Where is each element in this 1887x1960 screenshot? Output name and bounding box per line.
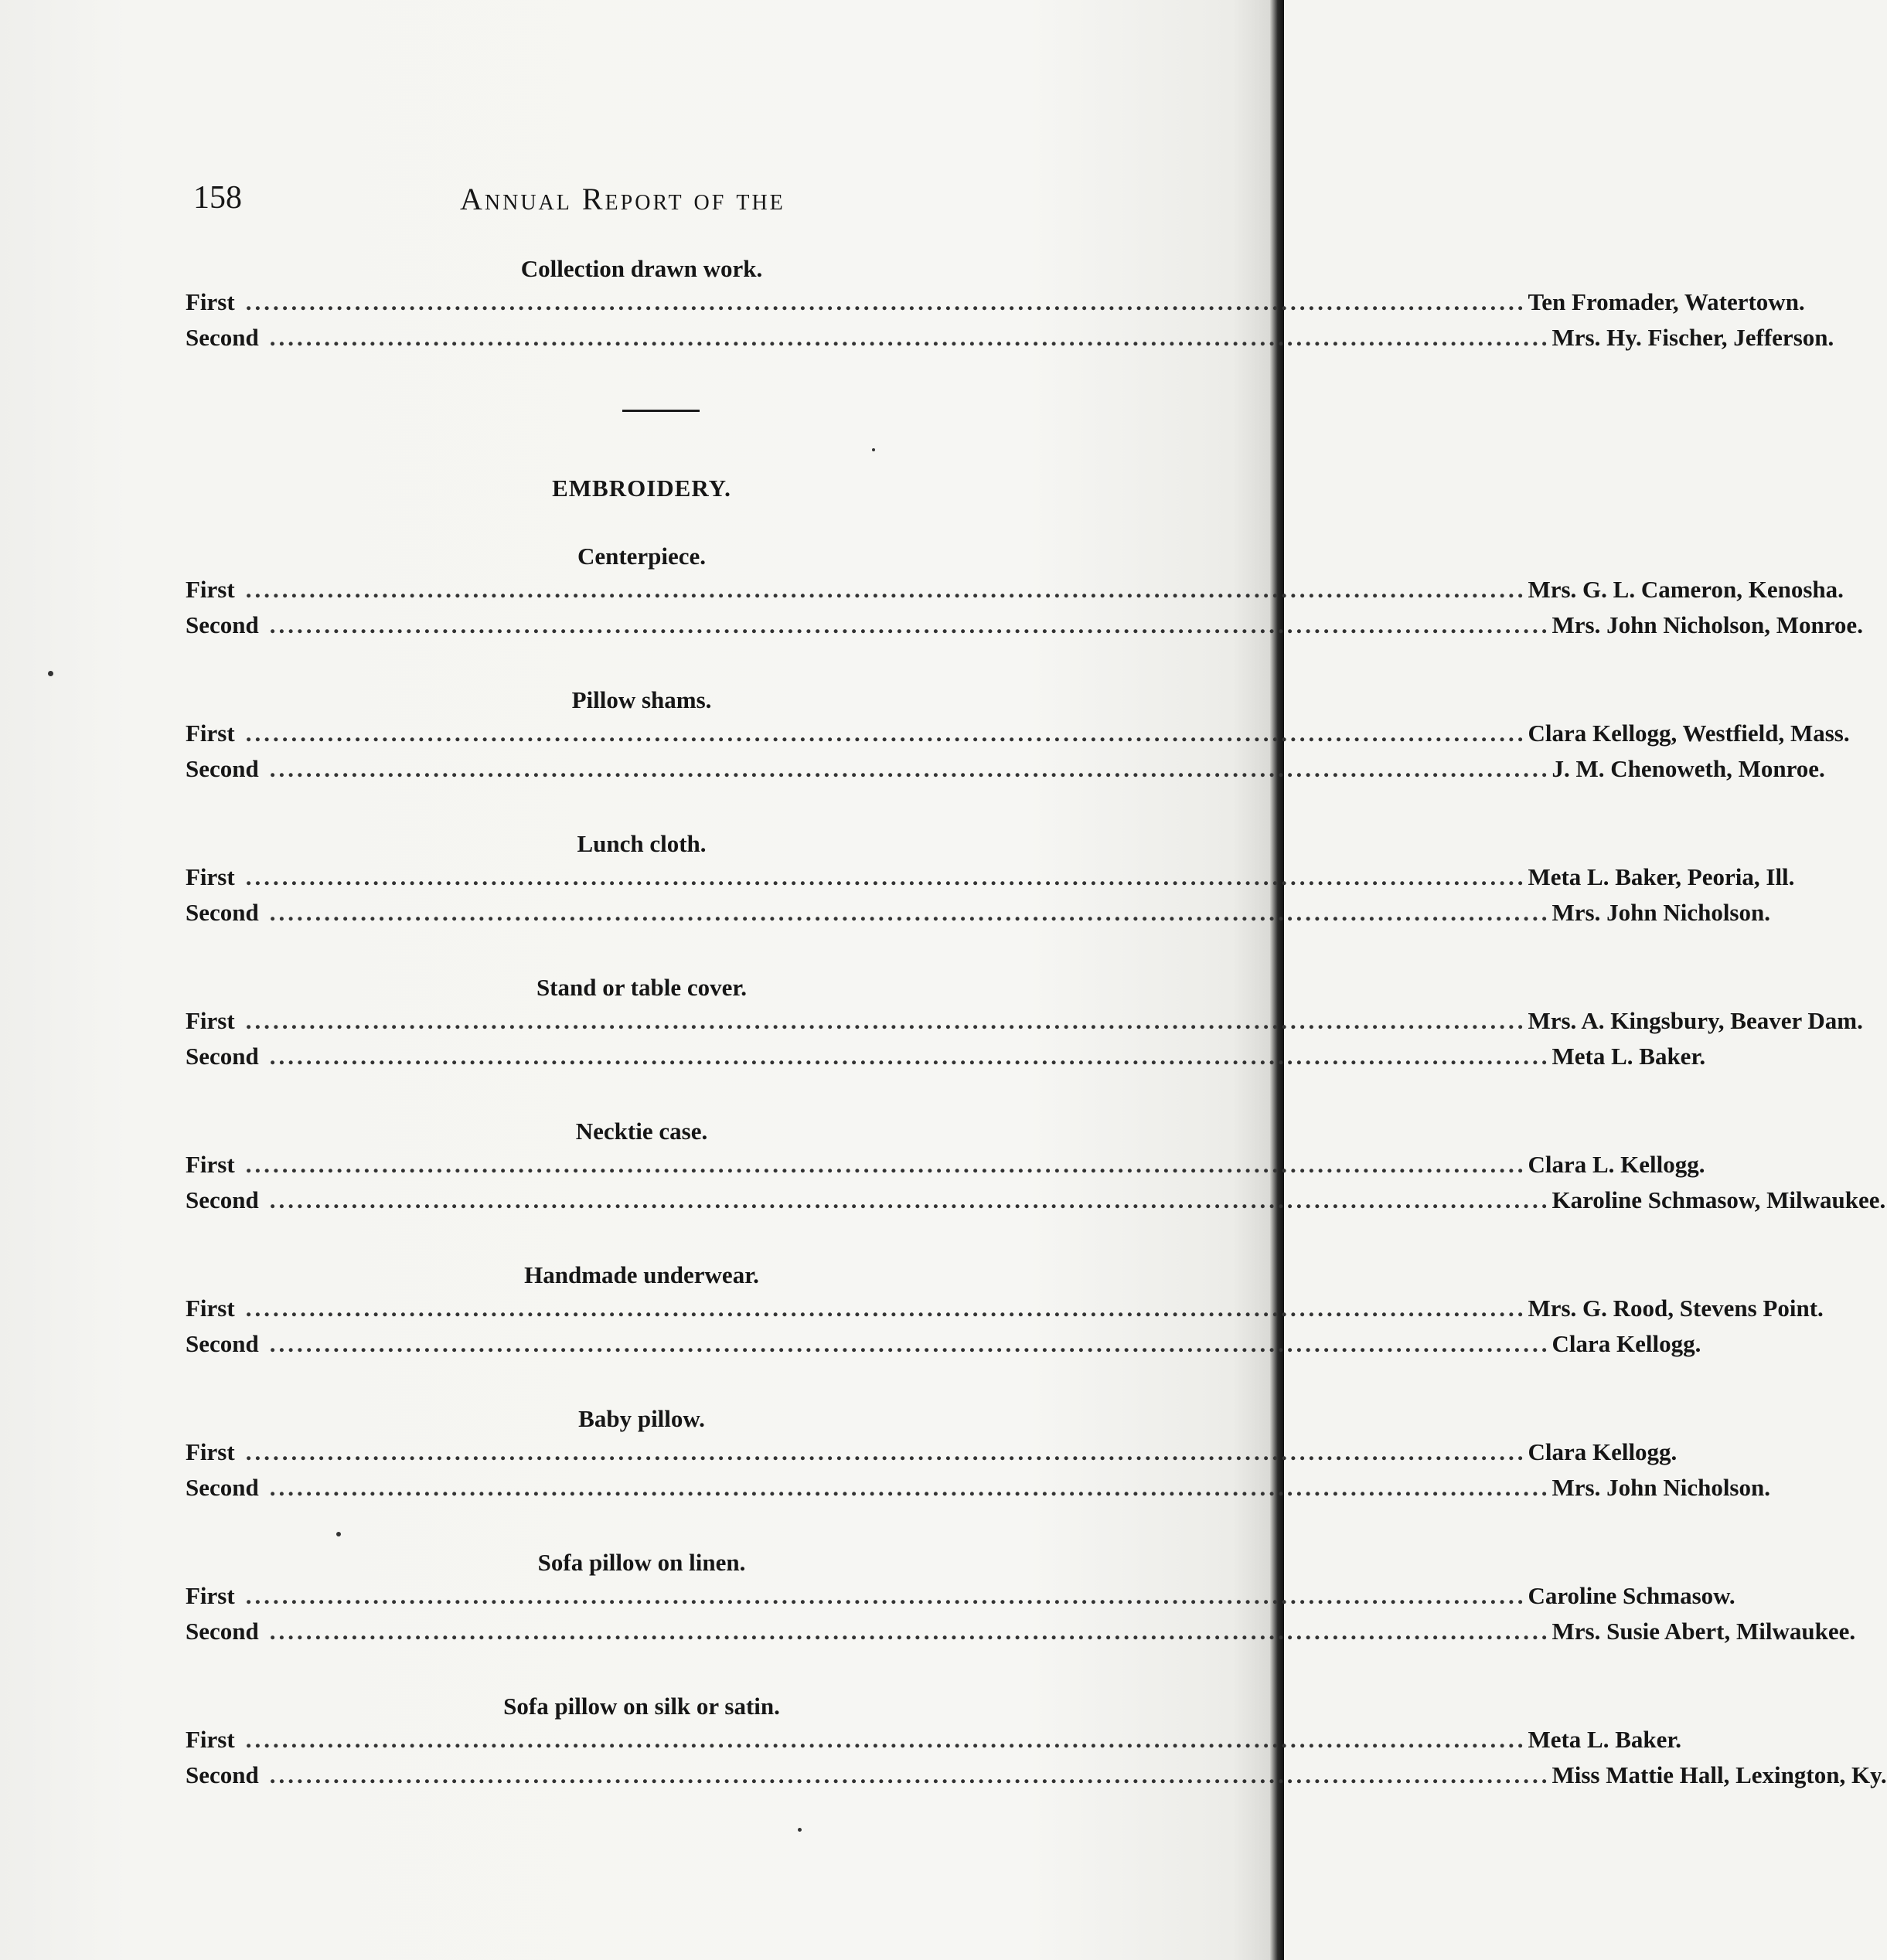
dot-leader: ............................................................................................................................................. — [269, 899, 1551, 926]
award-entry — [186, 1758, 1887, 1793]
place-label: First — [186, 1438, 235, 1465]
dot-leader: ............................................................................................................................................. — [269, 1043, 1551, 1070]
dot-leader: ............................................................................................................................................. — [245, 720, 1527, 747]
place-label: First — [186, 1151, 235, 1178]
award-heading: Baby pillow. — [578, 1405, 705, 1432]
winner-name: Clara Kellogg. — [1551, 1330, 1701, 1357]
place-label: First — [186, 1007, 235, 1034]
place-label: Second — [186, 1043, 259, 1070]
winner-name: J. M. Chenoweth, Monroe. — [1551, 755, 1825, 782]
award-entry — [186, 1147, 1705, 1182]
dot-leader: ............................................................................................................................................. — [269, 1330, 1551, 1357]
award-entry — [186, 751, 1825, 787]
award-group — [186, 1116, 1886, 1218]
running-head — [193, 179, 1098, 226]
award-entry — [186, 1434, 1678, 1470]
place-label: First — [186, 1726, 235, 1753]
award-heading: Collection drawn work. — [520, 255, 763, 282]
winner-name: Meta L. Baker. — [1528, 1726, 1682, 1753]
winner-name: Mrs. John Nicholson, Monroe. — [1551, 611, 1863, 638]
award-heading: Sofa pillow on linen. — [537, 1549, 746, 1576]
dot-leader: ............................................................................................................................................. — [245, 1438, 1527, 1465]
section-title: EMBROIDERY. — [552, 475, 731, 502]
running-title: Annual Report of the — [460, 182, 785, 216]
place-label: Second — [186, 1761, 259, 1788]
winner-name: Miss Mattie Hall, Lexington, Ky. — [1551, 1761, 1887, 1788]
print-speck — [336, 1532, 341, 1536]
dot-leader: ............................................................................................................................................. — [245, 1726, 1527, 1753]
award-group — [186, 829, 1795, 931]
award-entry — [186, 572, 1844, 607]
dot-leader: ............................................................................................................................................. — [245, 576, 1527, 603]
award-group — [186, 1260, 1824, 1362]
dot-leader: ............................................................................................................................................. — [245, 863, 1527, 890]
winner-name: Mrs. Hy. Fischer, Jefferson. — [1551, 324, 1834, 351]
award-entry — [186, 284, 1805, 320]
award-heading: Stand or table cover. — [536, 974, 748, 1001]
award-group — [186, 685, 1850, 787]
winner-name: Karoline Schmasow, Milwaukee. — [1551, 1186, 1886, 1213]
place-label: Second — [186, 1474, 259, 1501]
award-group — [186, 541, 1863, 643]
award-heading: Handmade underwear. — [524, 1261, 759, 1288]
award-entry — [186, 607, 1863, 643]
winner-name: Mrs. G. L. Cameron, Kenosha. — [1528, 576, 1844, 603]
dot-leader: ............................................................................................................................................. — [245, 1295, 1527, 1322]
award-entry — [186, 1326, 1701, 1362]
award-group — [186, 1691, 1887, 1793]
award-heading: Pillow shams. — [571, 686, 712, 713]
place-label: Second — [186, 899, 259, 926]
award-entry — [186, 859, 1795, 895]
winner-name: Mrs. G. Rood, Stevens Point. — [1528, 1295, 1824, 1322]
award-heading: Centerpiece. — [577, 543, 707, 570]
award-group — [186, 1404, 1770, 1506]
print-speck — [872, 448, 875, 451]
dot-leader: ............................................................................................................................................. — [245, 1582, 1527, 1609]
award-entry — [186, 1039, 1706, 1074]
place-label: First — [186, 288, 235, 315]
place-label: First — [186, 863, 235, 890]
award-entry — [186, 716, 1850, 751]
dot-leader: ............................................................................................................................................. — [269, 1186, 1551, 1213]
award-entry — [186, 1614, 1856, 1649]
winner-name: Mrs. Susie Abert, Milwaukee. — [1551, 1618, 1856, 1645]
award-group — [186, 1547, 1856, 1649]
award-heading: Lunch cloth. — [577, 830, 707, 857]
award-group — [186, 972, 1863, 1074]
award-entry — [186, 1182, 1886, 1218]
award-heading: Necktie case. — [575, 1118, 708, 1145]
dot-leader: ............................................................................................................................................. — [245, 288, 1527, 315]
winner-name: Caroline Schmasow. — [1528, 1582, 1735, 1609]
place-label: Second — [186, 1330, 259, 1357]
place-label: First — [186, 720, 235, 747]
award-entry — [186, 320, 1834, 356]
winner-name: Mrs. A. Kingsbury, Beaver Dam. — [1528, 1007, 1863, 1034]
print-speck — [48, 671, 53, 676]
winner-name: Meta L. Baker. — [1551, 1043, 1706, 1070]
winner-name: Mrs. John Nicholson. — [1551, 899, 1770, 926]
winner-name: Meta L. Baker, Peoria, Ill. — [1528, 863, 1795, 890]
winner-name: Clara Kellogg. — [1528, 1438, 1678, 1465]
dot-leader: ............................................................................................................................................. — [245, 1151, 1527, 1178]
place-label: Second — [186, 1186, 259, 1213]
award-heading: Sofa pillow on silk or satin. — [503, 1693, 780, 1720]
dot-leader: ............................................................................................................................................. — [269, 755, 1551, 782]
dot-leader: ............................................................................................................................................. — [245, 1007, 1527, 1034]
place-label: Second — [186, 755, 259, 782]
place-label: First — [186, 1295, 235, 1322]
place-label: Second — [186, 1618, 259, 1645]
award-entry — [186, 1470, 1770, 1506]
award-entry — [186, 1722, 1682, 1758]
winner-name: Ten Fromader, Watertown. — [1528, 288, 1805, 315]
section-divider — [622, 410, 700, 412]
award-entry — [186, 1003, 1863, 1039]
place-label: Second — [186, 324, 259, 351]
award-entry — [186, 1578, 1735, 1614]
award-entry — [186, 895, 1770, 931]
dot-leader: ............................................................................................................................................. — [269, 1618, 1551, 1645]
page-number: 158 — [193, 180, 242, 216]
place-label: First — [186, 1582, 235, 1609]
dot-leader: ............................................................................................................................................. — [269, 611, 1551, 638]
dot-leader: ............................................................................................................................................. — [269, 1761, 1551, 1788]
place-label: Second — [186, 611, 259, 638]
award-group-intro — [186, 254, 1834, 356]
winner-name: Clara Kellogg, Westfield, Mass. — [1528, 720, 1850, 747]
place-label: First — [186, 576, 235, 603]
winner-name: Clara L. Kellogg. — [1528, 1151, 1705, 1178]
print-speck — [798, 1828, 802, 1832]
dot-leader: ............................................................................................................................................. — [269, 324, 1551, 351]
award-entry — [186, 1291, 1824, 1326]
winner-name: Mrs. John Nicholson. — [1551, 1474, 1770, 1501]
dot-leader: ............................................................................................................................................. — [269, 1474, 1551, 1501]
